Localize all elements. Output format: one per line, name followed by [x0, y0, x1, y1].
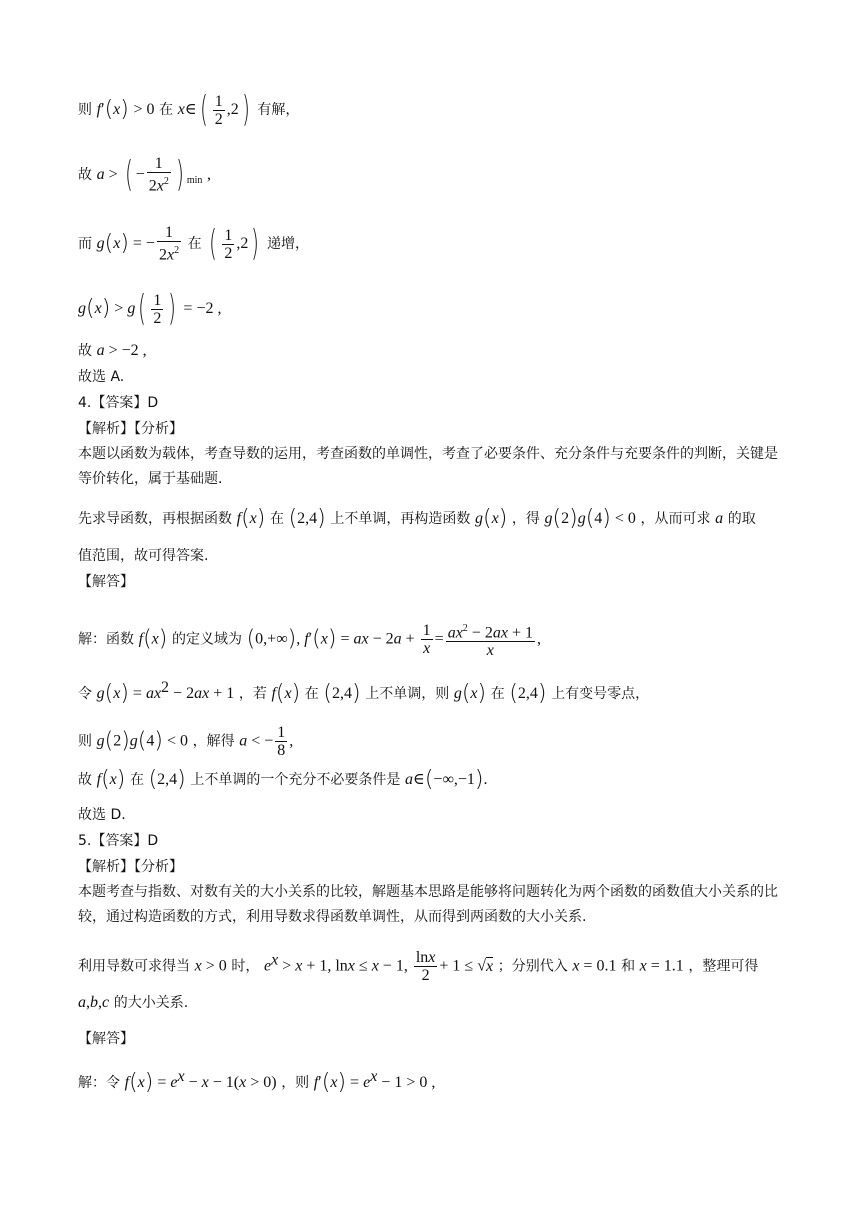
q5-analysis-paragraph: 本题考查与指数、对数有关的大小关系的比较，解题基本思路是能够将问题转化为两个函数的函数值大小关系的比较，通过构造函数的方式，利用导数求得函数单调性，从而得到两函数的大小关系.	[78, 884, 778, 925]
answer-choice-a: 故选 A.	[78, 369, 125, 385]
q5-solution-tag: 【解答】	[78, 1031, 134, 1047]
line-fprime-positive: 则 f′(x) > 0 在 x∈( $\frac{1}{2}$ ,2) 有解，	[78, 89, 300, 130]
q4-solution-line4: 故 f(x) 在 (2,4) 上不单调的一个充分不必要条件是 a∈(−∞,−1).	[78, 767, 488, 792]
line-g-inequality: g(x) > g( $\frac{1}{2}$ ) = −2 ,	[78, 288, 222, 329]
q5-analysis-tag: 【解析】【分析】	[78, 859, 183, 875]
q4-solution-line2: 令 $g(x) = ax^2 - 2ax + 1$ ，若 f(x) 在 (2,4) 上不单调，则 g(x) 在 (2,4) 上有变号零点，	[78, 679, 650, 706]
q4-answer-title: 4.【答案】D	[78, 395, 159, 411]
q4-solution-tag: 【解答】	[78, 574, 134, 590]
line-a-greater-min: 故 a > ( − $\frac{1}{2x^2}$ ) $_{min}$ ,	[78, 154, 212, 195]
line-g-increasing: 而 g(x) = − $\frac{1}{2x^2}$ 在 ( $\frac{1}{2}$ ,2) 递增，	[78, 223, 309, 264]
q4-analysis-paragraph: 本题以函数为载体，考查导数的运用，考查函数的单调性，考查了必要条件、充分条件与充要条件的判断，关键是等价转化，属于基础题.	[78, 446, 778, 487]
q4-method-line1: 先求导函数，再根据函数 f(x) 在 (2,4) 上不单调，再构造函数 g(x) ，得 g(2)g(4) < 0 ，从而可求 a 的取	[78, 506, 756, 531]
q4-solution-line3: 则 g(2)g(4) < 0 ，解得 a < − $\frac{1}{8}$ ,	[78, 724, 294, 759]
q4-analysis-tag: 【解析】【分析】	[78, 421, 183, 437]
q5-method-line2: a,b,c 的大小关系.	[78, 994, 189, 1011]
answer-choice-d: 故选 D.	[78, 807, 126, 823]
q5-solution-line1: 解：令 $f(x) = e^x - x - 1(x > 0)$ ，则 $f'(x) = e^x - 1 > 0$ ,	[78, 1068, 436, 1095]
q4-solution-line1: 解：函数 f(x) 的定义域为 (0,+∞), f′(x) = ax − 2a + $\frac{1}{x}$ = $\frac{ax^2 - 2ax + 1}{x}$ ,	[78, 622, 541, 660]
line-a-gt-minus2: 故 a > −2 ,	[78, 342, 147, 359]
q5-answer-title: 5.【答案】D	[78, 833, 159, 849]
q4-method-line2: 值范围，故可得答案.	[78, 548, 209, 564]
q5-method-line1: 利用导数可求得当 x > 0 时， $e^x > x + 1$, lnx ≤ x − 1, $\frac{\ln x}{2}$ + 1 ≤ √x ；分别代入 x = 0.1 和 x = 1.1 ，整理可得	[78, 949, 759, 984]
